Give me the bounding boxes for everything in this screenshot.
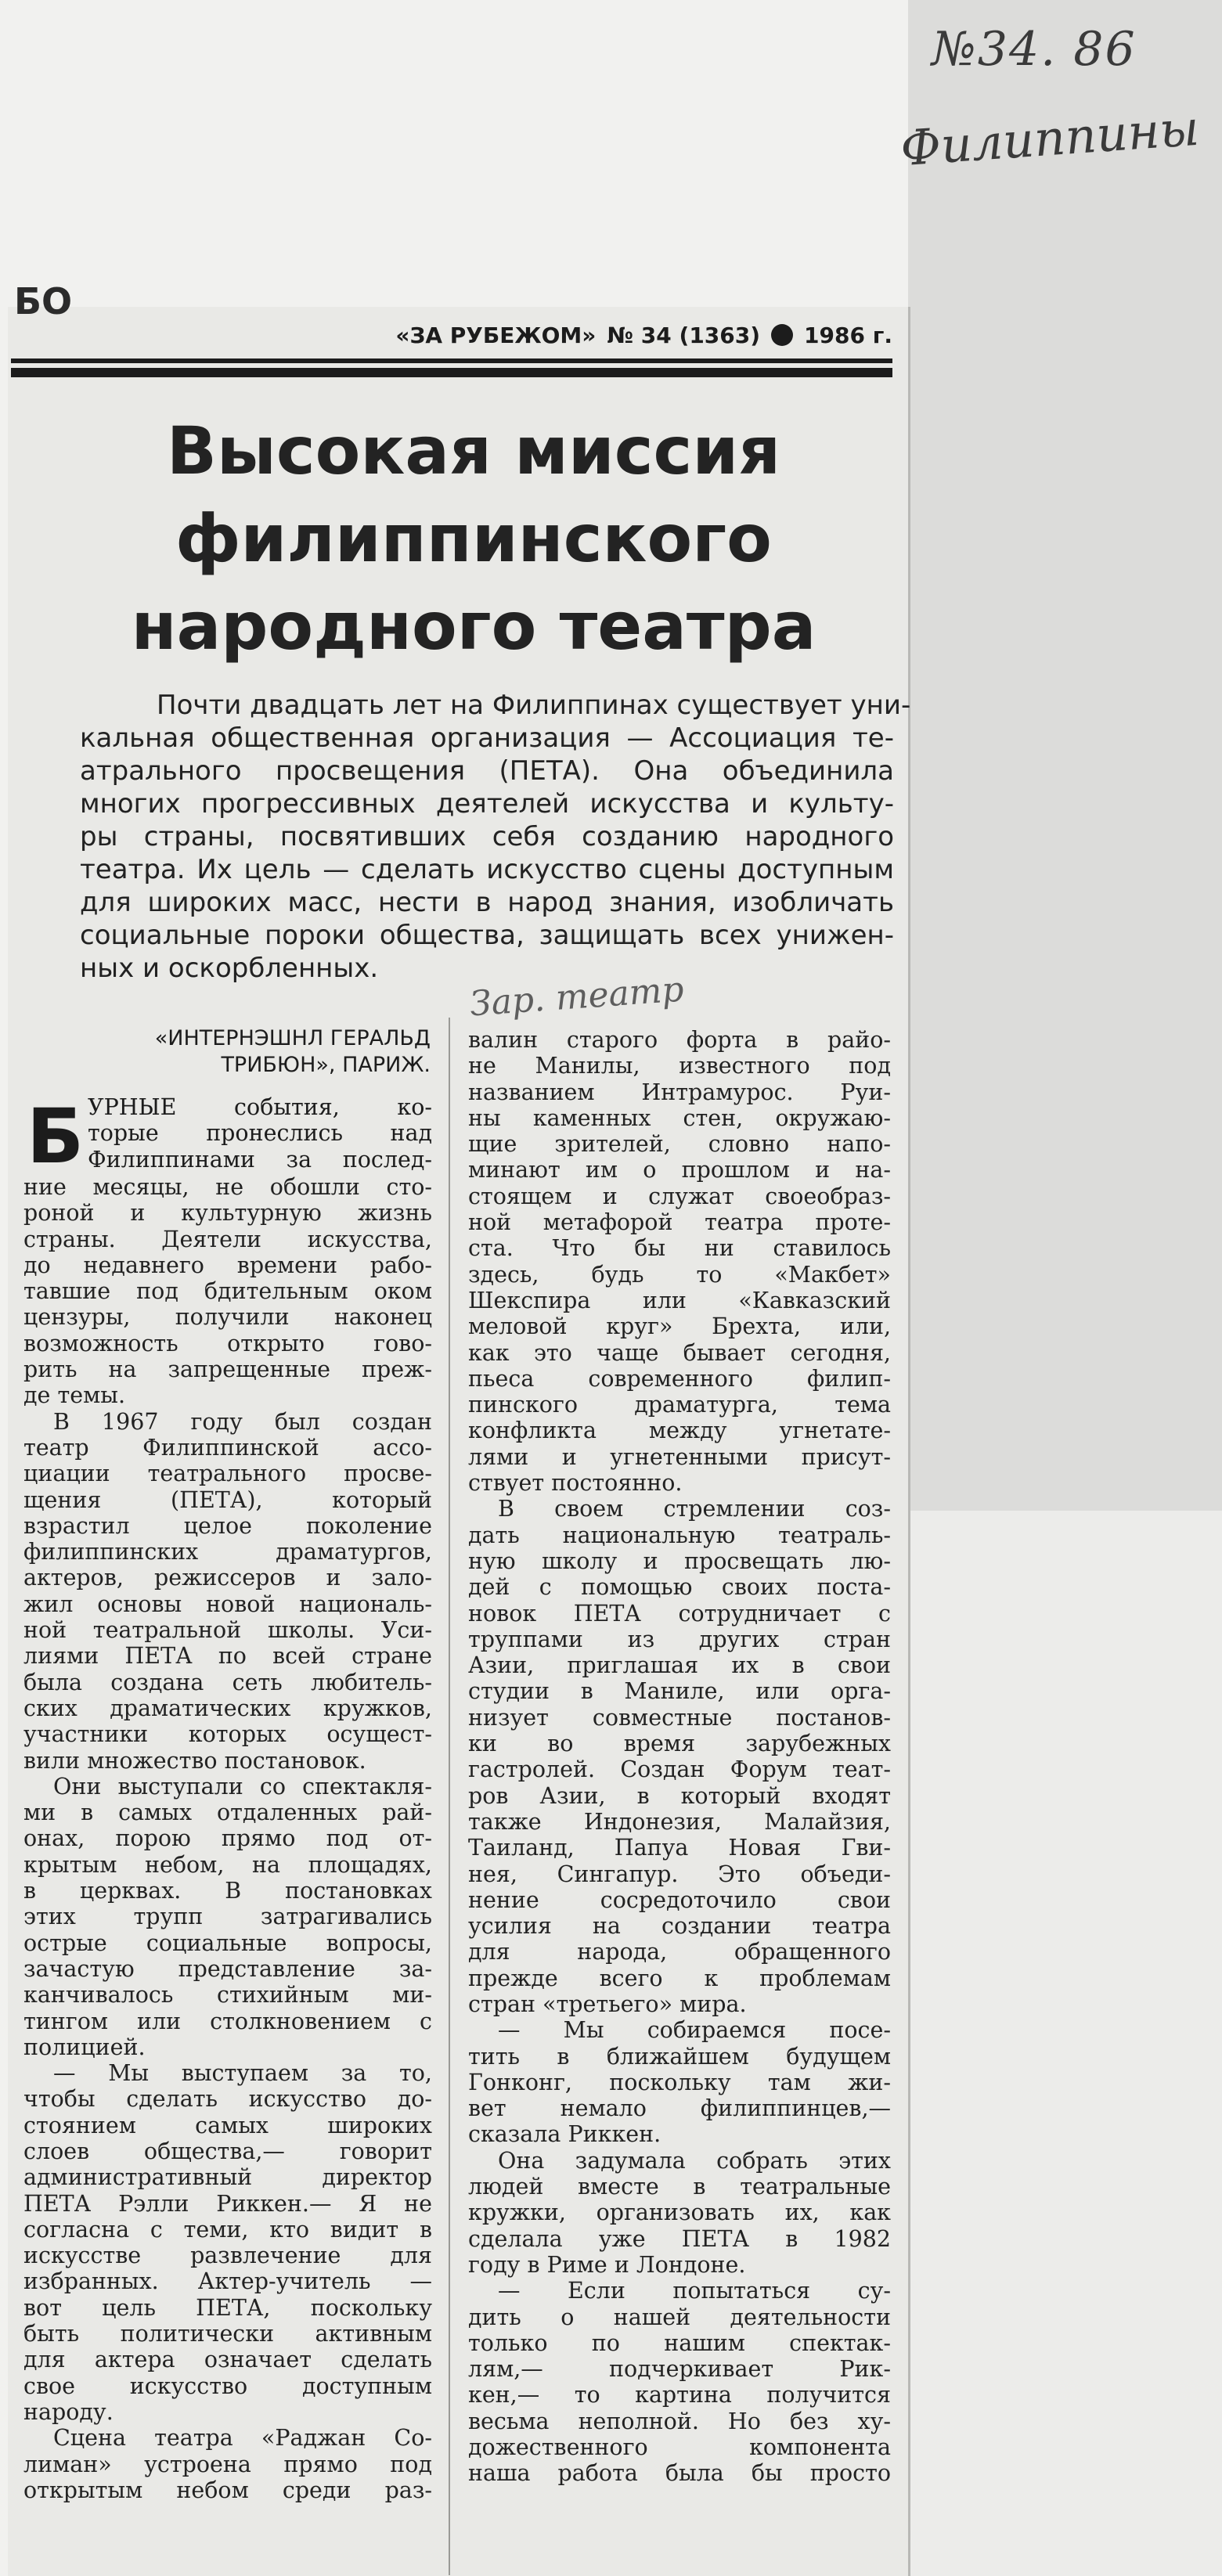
handwritten-issue-number: №34. 86 (932, 22, 1137, 77)
text-line: онах, порою прямо под от- (23, 1825, 432, 1852)
text-line: тить в ближайшем будущем (468, 2043, 891, 2070)
issue-year: 1986 г. (804, 322, 892, 348)
text-line: Они выступали со спектакля- (53, 1773, 432, 1800)
text-line: открытым небом среди раз- (23, 2477, 432, 2503)
scan-background-lower (908, 1511, 1222, 2576)
text-line: щие зрителей, словно напо- (468, 1131, 891, 1158)
text-line: не Манилы, известного под (468, 1053, 891, 1079)
text-line: ной театральной школы. Уси- (23, 1617, 432, 1644)
text-line: минают им о прошлом и на- (468, 1157, 891, 1184)
text-line: труппами из других стран (468, 1626, 891, 1652)
text-line: была создана сеть любитель- (23, 1669, 432, 1695)
torn-corner-fragment: БО (14, 280, 73, 322)
text-line: взрастил целое поколение (23, 1512, 432, 1539)
text-line: жил основы новой националь- (23, 1591, 432, 1617)
text-line: гастролей. Создан Форум теат- (468, 1756, 891, 1783)
text-line: ров Азии, в который входят (468, 1782, 891, 1809)
text-line: циации театрального просве- (23, 1461, 432, 1487)
headline-line: Высокая миссия (166, 413, 781, 489)
text-line: также Индонезия, Малайзия, (468, 1808, 891, 1835)
text-line: тингом или столкновением с (23, 2008, 432, 2034)
lead-line: кальная общественная организация — Ассоциация те- (80, 722, 894, 754)
text-line: цензуры, получили наконец (23, 1304, 432, 1331)
text-line: филиппинских драматургов, (23, 1539, 432, 1565)
text-line: меловой круг» Брехта, или, (468, 1313, 891, 1340)
text-line: народу. (23, 2398, 114, 2425)
text-line: лиями ПЕТА по всей стране (23, 1643, 432, 1670)
newspaper-name: «ЗА РУБЕЖОМ» (395, 322, 597, 348)
lead-line: социальные пороки общества, защищать всех унижен- (80, 920, 894, 951)
text-line: лям,— подчеркивает Рик- (468, 2356, 891, 2383)
lead-line: многих прогрессивных деятелей искусства и культу- (80, 788, 894, 820)
column-divider (449, 1018, 450, 2575)
text-line: вот цель ПЕТА, поскольку (23, 2294, 432, 2321)
text-line: возможность открыто гово- (23, 1330, 432, 1356)
text-line: дожественного компонента (468, 2434, 891, 2461)
text-line: ствует постоянно. (468, 1470, 683, 1497)
lead-line: для широких масс, нести в народ знания, изобличать (80, 887, 894, 918)
text-line: канчивалось стихийным ми- (23, 1982, 432, 2009)
lead-line: театра. Их цель — сделать искусство сцены доступным (80, 854, 894, 885)
text-line: де темы. (23, 1382, 126, 1409)
text-line: весьма неполной. Но без ху- (468, 2408, 891, 2434)
text-line: лями и угнетенными присут- (468, 1443, 891, 1470)
text-line: для народа, обращенного (468, 1939, 891, 1965)
text-line: крытым небом, на площадях, (23, 1851, 432, 1878)
scan-background (908, 0, 1222, 1511)
text-line: ной метафорой театра проте- (468, 1209, 891, 1236)
text-line: страны. Деятели искусства, (23, 1226, 432, 1252)
text-line: только по нашим спектак- (468, 2329, 891, 2356)
text-line: в церквах. В постановках (23, 1878, 432, 1904)
headline-line: филиппинского (175, 500, 772, 577)
text-line: стоящем и служат своеобраз- (468, 1183, 891, 1209)
handwritten-subject: Филиппины (898, 99, 1202, 178)
text-line: ние месяцы, не обошли сто- (23, 1174, 432, 1200)
text-line: — Если попытаться су- (498, 2278, 891, 2304)
text-line: ны каменных стен, окружаю- (468, 1104, 891, 1131)
text-line: ную школу и просвещать лю- (468, 1547, 891, 1574)
byline-line: «ИНТЕРНЭШНЛ ГЕРАЛЬД (154, 1026, 431, 1050)
text-line: полицией. (23, 2034, 146, 2060)
text-line: как это чаще бывает сегодня, (468, 1339, 891, 1366)
text-line: — Мы собираемся посе- (498, 2017, 891, 2044)
text-line: стран «третьего» мира. (468, 1991, 747, 2017)
text-line: сделала уже ПЕТА в 1982 (468, 2225, 891, 2252)
text-line: театр Филиппинской ассо- (23, 1434, 432, 1461)
text-line: дать национальную театраль- (468, 1522, 891, 1548)
article-headline (31, 407, 916, 670)
text-line: слоев общества,— говорит (23, 2138, 432, 2164)
issue-number: № 34 (1363) (607, 322, 761, 348)
lead-line: ры страны, посвятивших себя созданию народного (80, 821, 894, 852)
text-line: Сцена театра «Раджан Со- (53, 2425, 432, 2452)
text-line: ста. Что бы ни ставилось (468, 1235, 891, 1262)
text-line: дить о нашей деятельности (468, 2304, 891, 2330)
text-line: этих трупп затрагивались (23, 1904, 432, 1930)
text-line: до недавнего времени рабо- (23, 1252, 432, 1278)
text-line: роной и культурную жизнь (23, 1200, 432, 1227)
text-line: Гонконг, поскольку там жи- (468, 2069, 891, 2095)
text-line: Азии, приглашая их в свои (468, 1652, 891, 1679)
text-line: рить на запрещенные преж- (23, 1356, 432, 1383)
text-line: пинского драматурга, тема (468, 1392, 891, 1418)
text-line: стоянием самых широких (23, 2112, 432, 2138)
text-line: вет немало филиппинцев,— (468, 2095, 891, 2122)
text-line: Филиппинами за послед- (88, 1146, 432, 1173)
text-line: студии в Маниле, или орга- (468, 1678, 891, 1705)
text-line: конфликта между угнетате- (468, 1418, 891, 1444)
masthead-rule-thick (11, 368, 892, 377)
column1-opening (88, 1094, 432, 1173)
text-line: торые пронеслись над (88, 1120, 432, 1147)
text-line: Она задумала собрать этих (498, 2147, 891, 2174)
text-line: тавшие под бдительным оком (23, 1278, 432, 1305)
column-2 (468, 1027, 891, 2487)
text-line: наша работа была бы просто (468, 2460, 891, 2487)
text-line: ми в самых отдаленных рай- (23, 1800, 432, 1826)
text-line: острые социальные вопросы, (23, 1929, 432, 1956)
article-lead (80, 689, 911, 985)
text-line: здесь, будь то «Макбет» (468, 1261, 891, 1288)
text-line: кружки, организовать их, как (468, 2200, 891, 2226)
text-line: зачастую представление за- (23, 1955, 432, 1982)
text-line: нея, Сингапур. Это объеди- (468, 1861, 891, 1887)
bullet-icon (771, 324, 793, 346)
text-line: дей с помощью своих поста- (468, 1574, 891, 1601)
text-line: актеров, режиссеров и зало- (23, 1565, 432, 1591)
text-line: сказала Риккен. (468, 2121, 661, 2148)
text-line: ских драматических кружков, (23, 1695, 432, 1721)
text-line: щения (ПЕТА), который (23, 1486, 432, 1513)
text-line: вили множество постановок. (23, 1747, 366, 1774)
text-line: согласна с теми, кто видит в (23, 2216, 432, 2243)
text-line: В своем стремлении соз- (498, 1496, 891, 1522)
text-line: лиман» устроена прямо под (23, 2451, 432, 2477)
text-line: прежде всего к проблемам (468, 1965, 891, 1991)
text-line: нение сосредоточило свои (468, 1886, 891, 1913)
text-line: ПЕТА Рэлли Риккен.— Я не (23, 2190, 432, 2217)
text-line: ки во время зарубежных (468, 1731, 891, 1757)
text-line: названием Интрамурос. Руи- (468, 1079, 891, 1105)
text-line: участники которых осущест- (23, 1721, 432, 1748)
masthead-rule-thin (11, 358, 892, 363)
text-line: быть политически активным (23, 2321, 432, 2347)
text-line: новок ПЕТА сотрудничает с (468, 1600, 891, 1627)
text-line: УРНЫЕ события, ко- (88, 1094, 432, 1120)
lead-line: ных и оскорбленных. (80, 953, 379, 984)
text-line: свое искусство доступным (23, 2372, 432, 2399)
drop-cap: Б (27, 1093, 85, 1180)
text-line: пьеса современного филип- (468, 1365, 891, 1392)
text-line: валин старого форта в райо- (468, 1027, 891, 1053)
text-line: для актера означает сделать (23, 2347, 432, 2373)
text-line: низует совместные постанов- (468, 1704, 891, 1731)
handwritten-note: Зар. театр (468, 969, 686, 1025)
text-line: избранных. Актер-учитель — (23, 2268, 432, 2295)
masthead (329, 313, 892, 357)
text-line: В 1967 году был создан (53, 1408, 432, 1435)
text-line: искусстве развлечение для (23, 2243, 432, 2269)
text-line: кен,— то картина получится (468, 2382, 891, 2408)
text-line: чтобы сделать искусство до- (23, 2086, 432, 2113)
text-line: Таиланд, Папуа Новая Гви- (468, 1835, 891, 1861)
lead-line: Почти двадцать лет на Филиппинах существует уни- (157, 690, 911, 721)
text-line: — Мы выступаем за то, (53, 2060, 432, 2087)
text-line: административный директор (23, 2164, 432, 2191)
lead-line: атрального просвещения (ПЕТА). Она объединила (80, 755, 894, 787)
text-line: году в Риме и Лондоне. (468, 2251, 746, 2278)
text-line: усилия на создании театра (468, 1913, 891, 1940)
text-line: Шекспира или «Кавказский (468, 1287, 891, 1313)
source-byline (102, 1025, 431, 1079)
text-line: людей вместе в театральные (468, 2174, 891, 2200)
headline-line: народного театра (131, 588, 816, 665)
byline-line: ТРИБЮН», ПАРИЖ. (221, 1053, 431, 1077)
column-1 (23, 1174, 432, 2503)
